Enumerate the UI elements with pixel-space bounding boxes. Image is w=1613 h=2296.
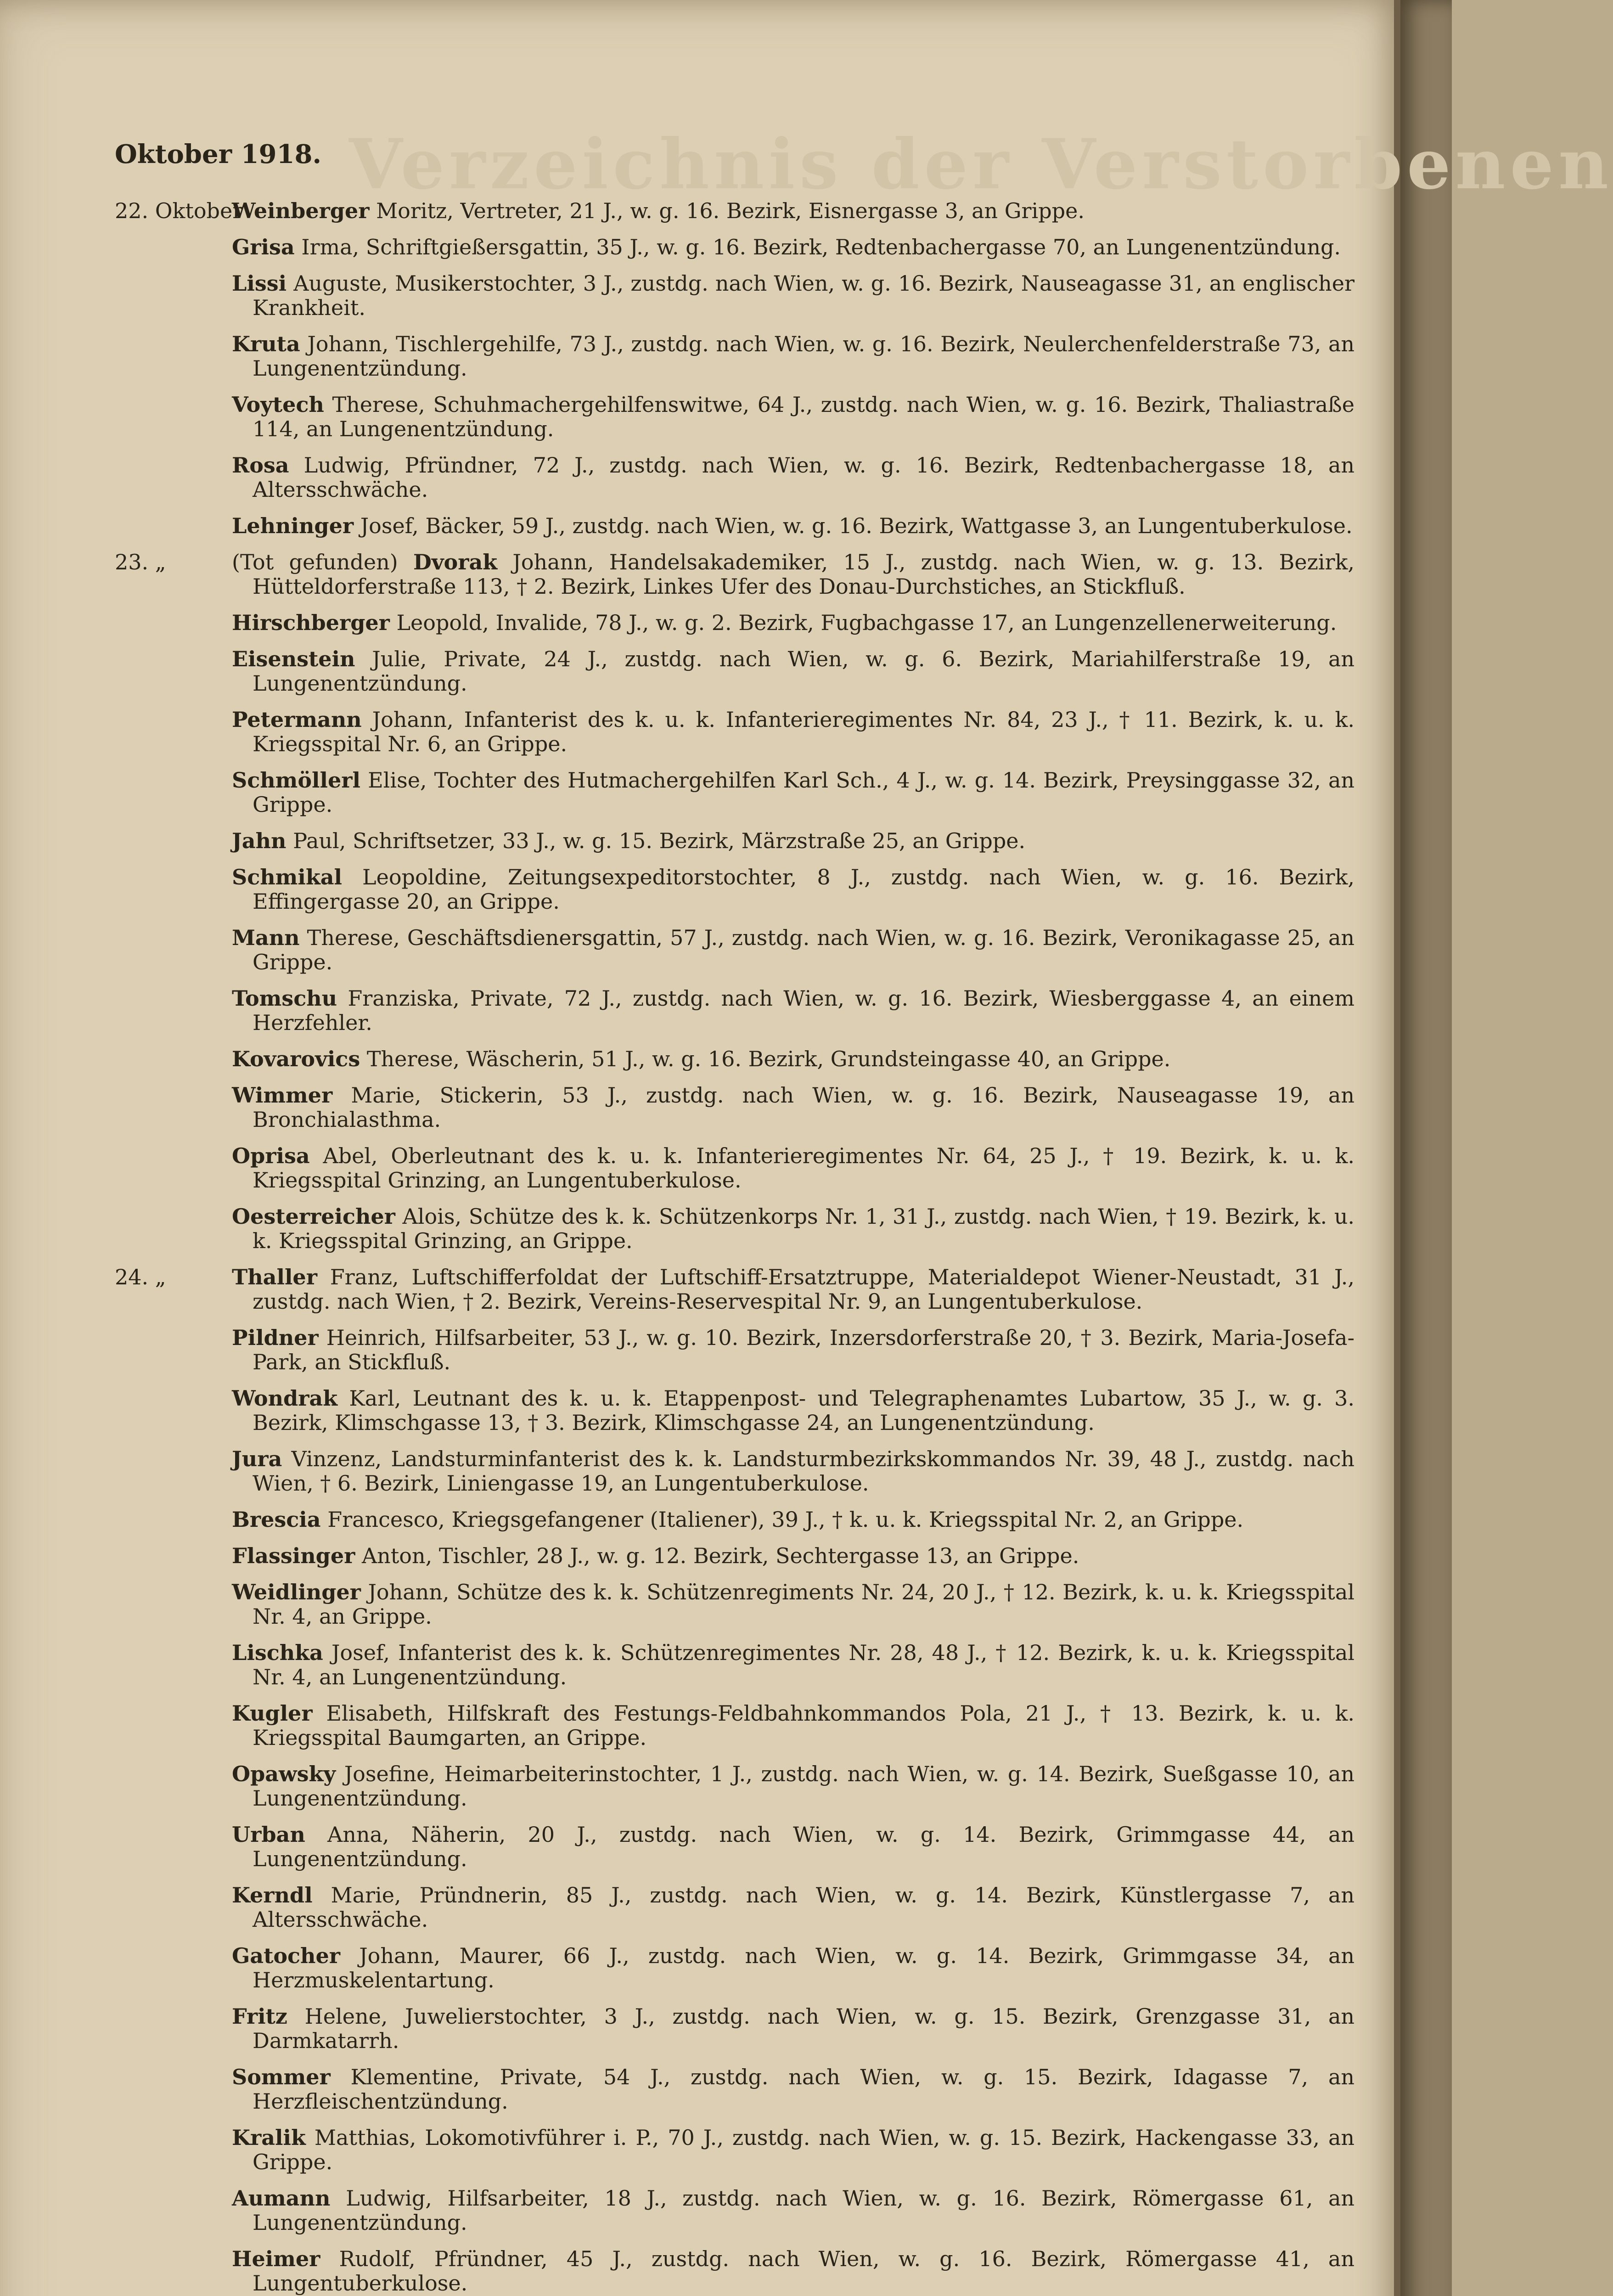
register-entry: [115, 2126, 1354, 2174]
entry-surname: Weidlinger: [232, 1580, 361, 1604]
entry-surname: Gatocher: [232, 1943, 340, 1968]
register-entry: [115, 1883, 1354, 1932]
entry-details: Therese, Wäscherin, 51 J., w. g. 16. Bezirk, Grundsteingasse 40, an Grippe.: [366, 1047, 1171, 1071]
entry-surname: Urban: [232, 1822, 305, 1847]
entry-details: Ludwig, Pfründner, 72 J., zustdg. nach Wien, w. g. 16. Bezirk, Redtenbachergasse 18, an Altersschwäche.: [253, 453, 1355, 502]
entry-surname: Voytech: [232, 392, 324, 417]
entry-surname: Lehninger: [232, 513, 354, 538]
entry-details: Elise, Tochter des Hutmachergehilfen Karl Sch., 4 J., w. g. 14. Bezirk, Preysinggasse 32, an Grippe.: [253, 768, 1355, 817]
entry-details: Johann, Maurer, 66 J., zustdg. nach Wien, w. g. 14. Bezirk, Grimmgasse 34, an Herzmuskelentartung.: [253, 1943, 1354, 1992]
entry-details: Josefine, Heimarbeiterinstochter, 1 J., zustdg. nach Wien, w. g. 14. Bezirk, Sueßgasse 10, an Lungenentzündung.: [253, 1761, 1355, 1811]
register-entry: [115, 271, 1354, 320]
register-entry: [115, 1326, 1354, 1374]
entry-details: Anna, Näherin, 20 J., zustdg. nach Wien, w. g. 14. Bezirk, Grimmgasse 44, an Lungenentzündung.: [253, 1822, 1354, 1871]
entry-details: Elisabeth, Hilfskraft des Festungs-Feldbahnkommandos Pola, 21 J., † 13. Bezirk, k. u. k. Kriegsspital Baumgarten, an Grippe.: [253, 1701, 1355, 1750]
register-entry: [115, 1823, 1354, 1871]
register-entry: [115, 1083, 1354, 1132]
entry-surname: Lischka: [232, 1640, 323, 1665]
register-entry: [115, 1762, 1354, 1811]
register-entry: [115, 611, 1354, 635]
entry-surname: Lissi: [232, 271, 287, 296]
entry-details: Marie, Stickerin, 53 J., zustdg. nach Wien, w. g. 16. Bezirk, Nauseagasse 19, an Bronchialasthma.: [253, 1083, 1354, 1132]
entry-details: Ludwig, Hilfsarbeiter, 18 J., zustdg. nach Wien, w. g. 16. Bezirk, Römergasse 61, an Lungenentzündung.: [253, 2186, 1354, 2235]
entry-details: Irma, Schriftgießersgattin, 35 J., w. g. 16. Bezirk, Redtenbachergasse 70, an Lungenentzündung.: [301, 235, 1341, 259]
entry-details: Abel, Oberleutnant des k. u. k. Infanterieregimentes Nr. 64, 25 J., † 19. Bezirk, k. u. k. Kriegsspital Grinzing, an Lungentuberkulose.: [253, 1143, 1355, 1193]
register-entry: [115, 332, 1354, 381]
entry-details: Alois, Schütze des k. k. Schützenkorps Nr. 1, 31 J., zustdg. nach Wien, † 19. Bezirk, k. u. k. Kriegsspital Grinzing, an Grippe.: [253, 1204, 1354, 1253]
entry-surname: Schmikal: [232, 865, 342, 889]
entry-surname: Rosa: [232, 453, 289, 478]
entry-surname: Grisa: [232, 235, 295, 259]
entry-details: Josef, Infanterist des k. k. Schützenregimentes Nr. 28, 48 J., † 12. Bezirk, k. u. k. Kriegsspital Nr. 4, an Lungenentzündung.: [253, 1640, 1355, 1689]
entry-details: Franz, Luftschifferfoldat der Luftschiff-Ersatztruppe, Materialdepot Wiener-Neustadt, 31 J., zustdg. nach Wien, † 2. Bezirk, Vereins-Reservespital Nr. 9, an Lungentuberkulose.: [253, 1265, 1355, 1314]
entry-surname: Kugler: [232, 1701, 313, 1726]
entry-details: Johann, Tischlergehilfe, 73 J., zustdg. nach Wien, w. g. 16. Bezirk, Neulerchenfelderstraße 73, an Lungenentzündung.: [253, 332, 1355, 381]
entry-note: (Tot gefunden): [232, 550, 413, 574]
entry-date: 23. „: [115, 550, 166, 574]
entry-surname: Mann: [232, 925, 300, 950]
register-entry: [115, 1265, 1354, 1314]
entry-details: Anton, Tischler, 28 J., w. g. 12. Bezirk, Sechtergasse 13, an Grippe.: [361, 1543, 1079, 1568]
register-entry: [115, 1047, 1354, 1071]
register-entry: [115, 1701, 1354, 1750]
entry-surname: Heimer: [232, 2246, 320, 2271]
entry-surname: Thaller: [232, 1265, 317, 1289]
register-entry: [115, 708, 1354, 756]
entry-surname: Sommer: [232, 2065, 331, 2089]
register-entry: [115, 235, 1354, 259]
register-entry: [115, 829, 1354, 853]
entry-surname: Opawsky: [232, 1761, 336, 1786]
entry-details: Klementine, Private, 54 J., zustdg. nach Wien, w. g. 15. Bezirk, Idagasse 7, an Herzfleischentzündung.: [253, 2065, 1354, 2114]
entry-surname: Hirschberger: [232, 610, 390, 635]
entry-details: Johann, Schütze des k. k. Schützenregiments Nr. 24, 20 J., † 12. Bezirk, k. u. k. Kriegsspital Nr. 4, an Grippe.: [253, 1580, 1354, 1629]
register-entry: [115, 393, 1354, 441]
register-entry: [115, 1641, 1354, 1689]
entry-surname: Kralik: [232, 2125, 306, 2150]
entry-details: Leopoldine, Zeitungsexpeditorstochter, 8 J., zustdg. nach Wien, w. g. 16. Bezirk, Effingergasse 20, an Grippe.: [253, 865, 1354, 914]
next-page-edge: [1400, 0, 1452, 2296]
register-entry: [115, 2065, 1354, 2114]
register-entry: [115, 1944, 1354, 1992]
register-entry: [115, 768, 1354, 817]
register-entry: [115, 453, 1354, 502]
entry-details: Leopold, Invalide, 78 J., w. g. 2. Bezirk, Fugbachgasse 17, an Lungenzellenerweiterung.: [396, 610, 1337, 635]
page-header: Oktober 1918.: [115, 139, 321, 169]
entry-surname: Oesterreicher: [232, 1204, 395, 1229]
entry-surname: Petermann: [232, 707, 362, 732]
entry-date: 24. „: [115, 1265, 166, 1289]
entry-surname: Dvorak: [413, 550, 498, 574]
entry-details: Johann, Handelsakademiker, 15 J., zustdg. nach Wien, w. g. 13. Bezirk, Hütteldorferstraße 113, † 2. Bezirk, Linkes Ufer des Donau-Durchstiches, an Stickfluß.: [253, 550, 1354, 599]
register-entry: [115, 2004, 1354, 2053]
entry-details: Josef, Bäcker, 59 J., zustdg. nach Wien, w. g. 16. Bezirk, Wattgasse 3, an Lungentuberkulose.: [360, 513, 1353, 538]
register-entry: [115, 1508, 1354, 1532]
entry-surname: Kovarovics: [232, 1047, 360, 1071]
register-entry: [115, 2186, 1354, 2235]
entry-details: Therese, Schuhmachergehilfenswitwe, 64 J., zustdg. nach Wien, w. g. 16. Bezirk, Thaliastraße 114, an Lungenentzündung.: [253, 392, 1354, 441]
register-entry: [115, 550, 1354, 599]
register-entry: [115, 1447, 1354, 1496]
entry-details: Johann, Infanterist des k. u. k. Infanterieregimentes Nr. 84, 23 J., † 11. Bezirk, k. u. k. Kriegsspital Nr. 6, an Grippe.: [253, 707, 1355, 756]
entry-details: Marie, Pründnerin, 85 J., zustdg. nach Wien, w. g. 14. Bezirk, Künstlergasse 7, an Altersschwäche.: [253, 1883, 1354, 1932]
register-entry: [115, 986, 1354, 1035]
bleed-through-title: Verzeichnis der Verstorbenen: [349, 124, 1613, 205]
register-entry: [115, 1544, 1354, 1568]
entry-surname: Wondrak: [232, 1386, 338, 1411]
entry-details: Therese, Geschäftsdienersgattin, 57 J., zustdg. nach Wien, w. g. 16. Bezirk, Veronikagasse 25, an Grippe.: [253, 925, 1354, 974]
entry-date: 22. Oktober: [115, 198, 243, 223]
entry-surname: Fritz: [232, 2004, 287, 2029]
entry-surname: Kruta: [232, 332, 300, 356]
entry-surname: Jahn: [232, 828, 287, 853]
entry-surname: Schmöllerl: [232, 768, 360, 793]
entry-surname: Oprisa: [232, 1143, 310, 1168]
entry-surname: Pildner: [232, 1325, 319, 1350]
entry-surname: Flassinger: [232, 1543, 355, 1568]
register-entry: [115, 865, 1354, 914]
entry-details: Helene, Juwelierstochter, 3 J., zustdg. nach Wien, w. g. 15. Bezirk, Grenzgasse 31, an Darmkatarrh.: [253, 2004, 1354, 2053]
register-entry: [115, 926, 1354, 974]
register-entry: [115, 514, 1354, 538]
entry-surname: Wimmer: [232, 1083, 333, 1108]
entry-surname: Kerndl: [232, 1883, 313, 1908]
register-entry: [115, 1204, 1354, 1253]
register-entry: [115, 1386, 1354, 1435]
entry-details: Vinzenz, Landsturminfanterist des k. k. Landsturmbezirkskommandos Nr. 39, 48 J., zustdg. nach Wien, † 6. Bezirk, Liniengasse 19, an Lungentuberkulose.: [253, 1446, 1354, 1496]
entry-details: Matthias, Lokomotivführer i. P., 70 J., zustdg. nach Wien, w. g. 15. Bezirk, Hackengasse 33, an Grippe.: [253, 2125, 1354, 2174]
entry-surname: Aumann: [232, 2186, 331, 2211]
entry-surname: Jura: [232, 1446, 282, 1471]
entry-details: Heinrich, Hilfsarbeiter, 53 J., w. g. 10. Bezirk, Inzersdorferstraße 20, † 3. Bezirk, Maria-Josefa-Park, an Stickfluß.: [253, 1325, 1354, 1374]
register-entry: [115, 1580, 1354, 1629]
register-entry: [115, 2247, 1354, 2296]
entry-details: Francesco, Kriegsgefangener (Italiener), 39 J., † k. u. k. Kriegsspital Nr. 2, an Grippe.: [327, 1507, 1244, 1532]
entry-details: Rudolf, Pfründner, 45 J., zustdg. nach Wien, w. g. 16. Bezirk, Römergasse 41, an Lungentuberkulose.: [253, 2246, 1354, 2296]
register-entry: [115, 199, 1354, 223]
entry-details: Franziska, Private, 72 J., zustdg. nach Wien, w. g. 16. Bezirk, Wiesberggasse 4, an einem Herzfehler.: [253, 986, 1355, 1035]
register-entry: [115, 647, 1354, 696]
entry-surname: Brescia: [232, 1507, 321, 1532]
entry-details: Julie, Private, 24 J., zustdg. nach Wien, w. g. 6. Bezirk, Mariahilferstraße 19, an Lungenentzündung.: [253, 647, 1354, 696]
register-entry: [115, 1144, 1354, 1193]
entry-surname: Weinberger: [232, 198, 370, 223]
entry-list: [115, 199, 1354, 2296]
entry-details: Paul, Schriftsetzer, 33 J., w. g. 15. Bezirk, Märzstraße 25, an Grippe.: [293, 828, 1026, 853]
entry-details: Moritz, Vertreter, 21 J., w. g. 16. Bezirk, Eisnergasse 3, an Grippe.: [376, 198, 1085, 223]
document-body: [115, 139, 1355, 2296]
entry-surname: Tomschu: [232, 986, 337, 1011]
entry-details: Karl, Leutnant des k. u. k. Etappenpost- und Telegraphenamtes Lubartow, 35 J., w. g. 3. Bezirk, Klimschgasse 13, † 3. Bezirk, Klimschgasse 24, an Lungenentzündung.: [253, 1386, 1354, 1435]
entry-surname: Eisenstein: [232, 647, 355, 671]
entry-details: Auguste, Musikerstochter, 3 J., zustdg. nach Wien, w. g. 16. Bezirk, Nauseagasse 31, an englischer Krankheit.: [253, 271, 1354, 320]
